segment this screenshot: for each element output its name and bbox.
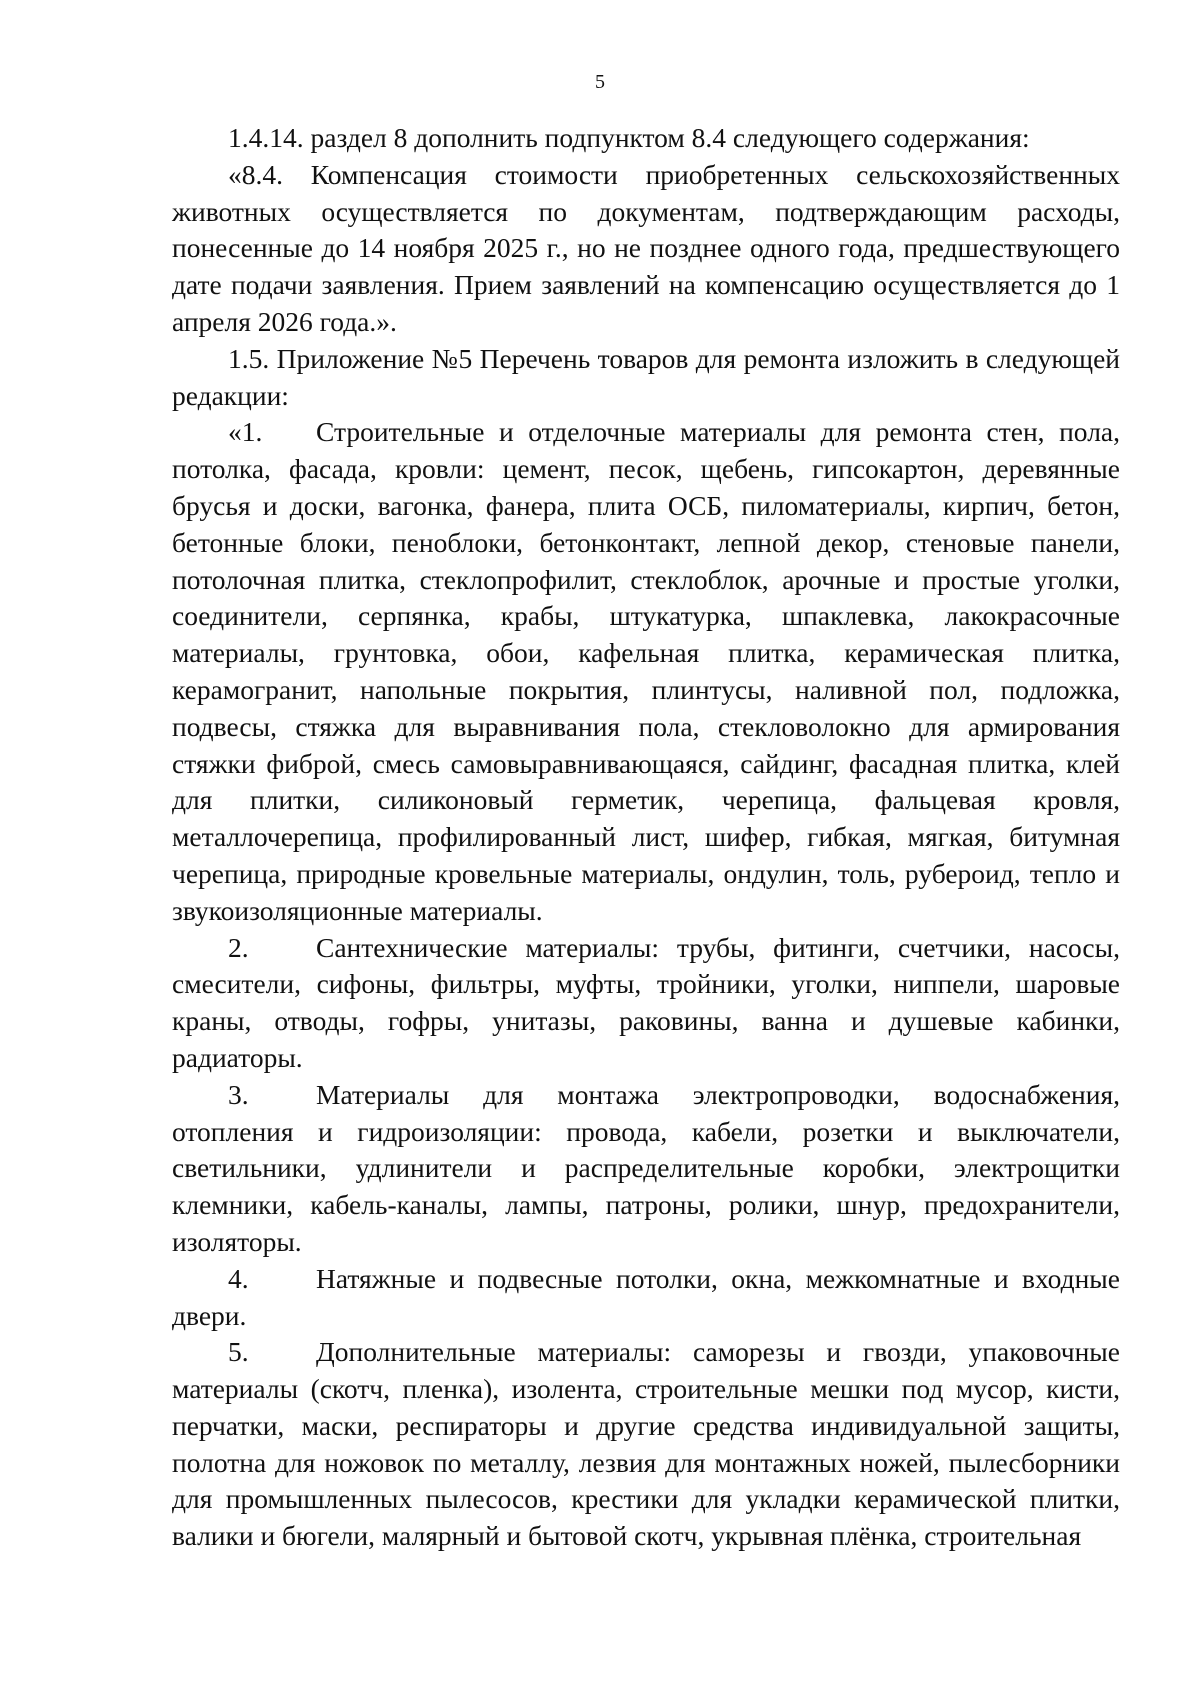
paragraph-8-4	[172, 157, 1120, 341]
page-number: 5	[595, 71, 605, 93]
list-item-number: 3.	[228, 1078, 249, 1110]
list-item-5	[172, 1334, 1120, 1555]
list-item-number: 2.	[228, 931, 249, 963]
list-item-number: 5.	[228, 1336, 249, 1368]
list-item-text: Сантехнические материалы: трубы, фитинги, счетчики, насосы, смесители, сифоны, фильтры, муфты, тройники, уголки, ниппели, шаровые краны, отводы, гофры, унитазы, раковины, ванна и душевые кабинки, радиаторы.	[172, 931, 1120, 1073]
paragraph-text: 1.5. Приложение №5 Перечень товаров для ремонта изложить в следующей редакции:	[172, 342, 1120, 411]
list-item-text: Строительные и отделочные материалы для ремонта стен, пола, потолка, фасада, кровли: цемент, песок, щебень, гипсокартон, деревянные брусья и доски, вагонка, фанера, плита ОСБ, пиломатериалы, кирпич, бетон, бетонные блоки, пеноблоки, бетонконтакт, лепной декор, стеновые панели, потолочная плитка, стеклопрофилит, стеклоблок, арочные и простые уголки, соединители, серпянка, крабы, штукатурка, шпаклевка, лакокрасочные материалы, грунтовка, обои, кафельная плитка, керамическая плитка, керамогранит, напольные покрытия, плинтусы, наливной пол, подложка, подвесы, стяжка для выравнивания пола, стекловолокно для армирования стяжки фиброй, смесь самовыравнивающаяся, сайдинг, фасадная плитка, клей для плитки, силиконовый герметик, черепица, фальцевая кровля, металлочерепица, профилированный лист, шифер, гибкая, мягкая, битумная черепица, природные кровельные материалы, ондулин, толь, рубероид, тепло и звукоизоляционные материалы.	[172, 416, 1120, 926]
list-item-4	[172, 1261, 1120, 1335]
paragraph-text: 1.4.14. раздел 8 дополнить подпунктом 8.4 следующего содержания:	[228, 122, 1030, 153]
list-item-number: 4.	[228, 1262, 249, 1294]
paragraph-1-5	[172, 341, 1120, 415]
paragraph-1-4-14	[172, 120, 1120, 157]
list-item-number: «1.	[228, 416, 263, 448]
paragraph-text: «8.4. Компенсация стоимости приобретенных сельскохозяйственных животных осуществляется по документам, подтверждающим расходы, понесенные до 14 ноября 2025 г., но не позднее одного года, предшествующего дате подачи заявления. Прием заявлений на компенсацию осуществляется до 1 апреля 2026 года.».	[172, 158, 1120, 337]
list-item-text: Дополнительные материалы: саморезы и гвозди, упаковочные материалы (скотч, пленка), изолента, строительные мешки под мусор, кисти, перчатки, маски, респираторы и другие средства индивидуальной защиты, полотна для ножовок по металлу, лезвия для монтажных ножей, пылесборники для промышленных пылесосов, крестики для укладки керамической плитки, валики и бюгели, малярный и бытовой скотч, укрывная плёнка, строительная	[172, 1336, 1120, 1552]
document-body	[172, 120, 1120, 1555]
list-item-1	[172, 414, 1120, 929]
list-item-3	[172, 1077, 1120, 1261]
list-item-2	[172, 930, 1120, 1077]
list-item-text: Натяжные и подвесные потолки, окна, межкомнатные и входные двери.	[172, 1262, 1120, 1331]
list-item-text: Материалы для монтажа электропроводки, водоснабжения, отопления и гидроизоляции: провода, кабели, розетки и выключатели, светильники, удлинители и распределительные коробки, электрощитки клемники, кабель-каналы, лампы, патроны, ролики, шнур, предохранители, изоляторы.	[172, 1078, 1120, 1257]
